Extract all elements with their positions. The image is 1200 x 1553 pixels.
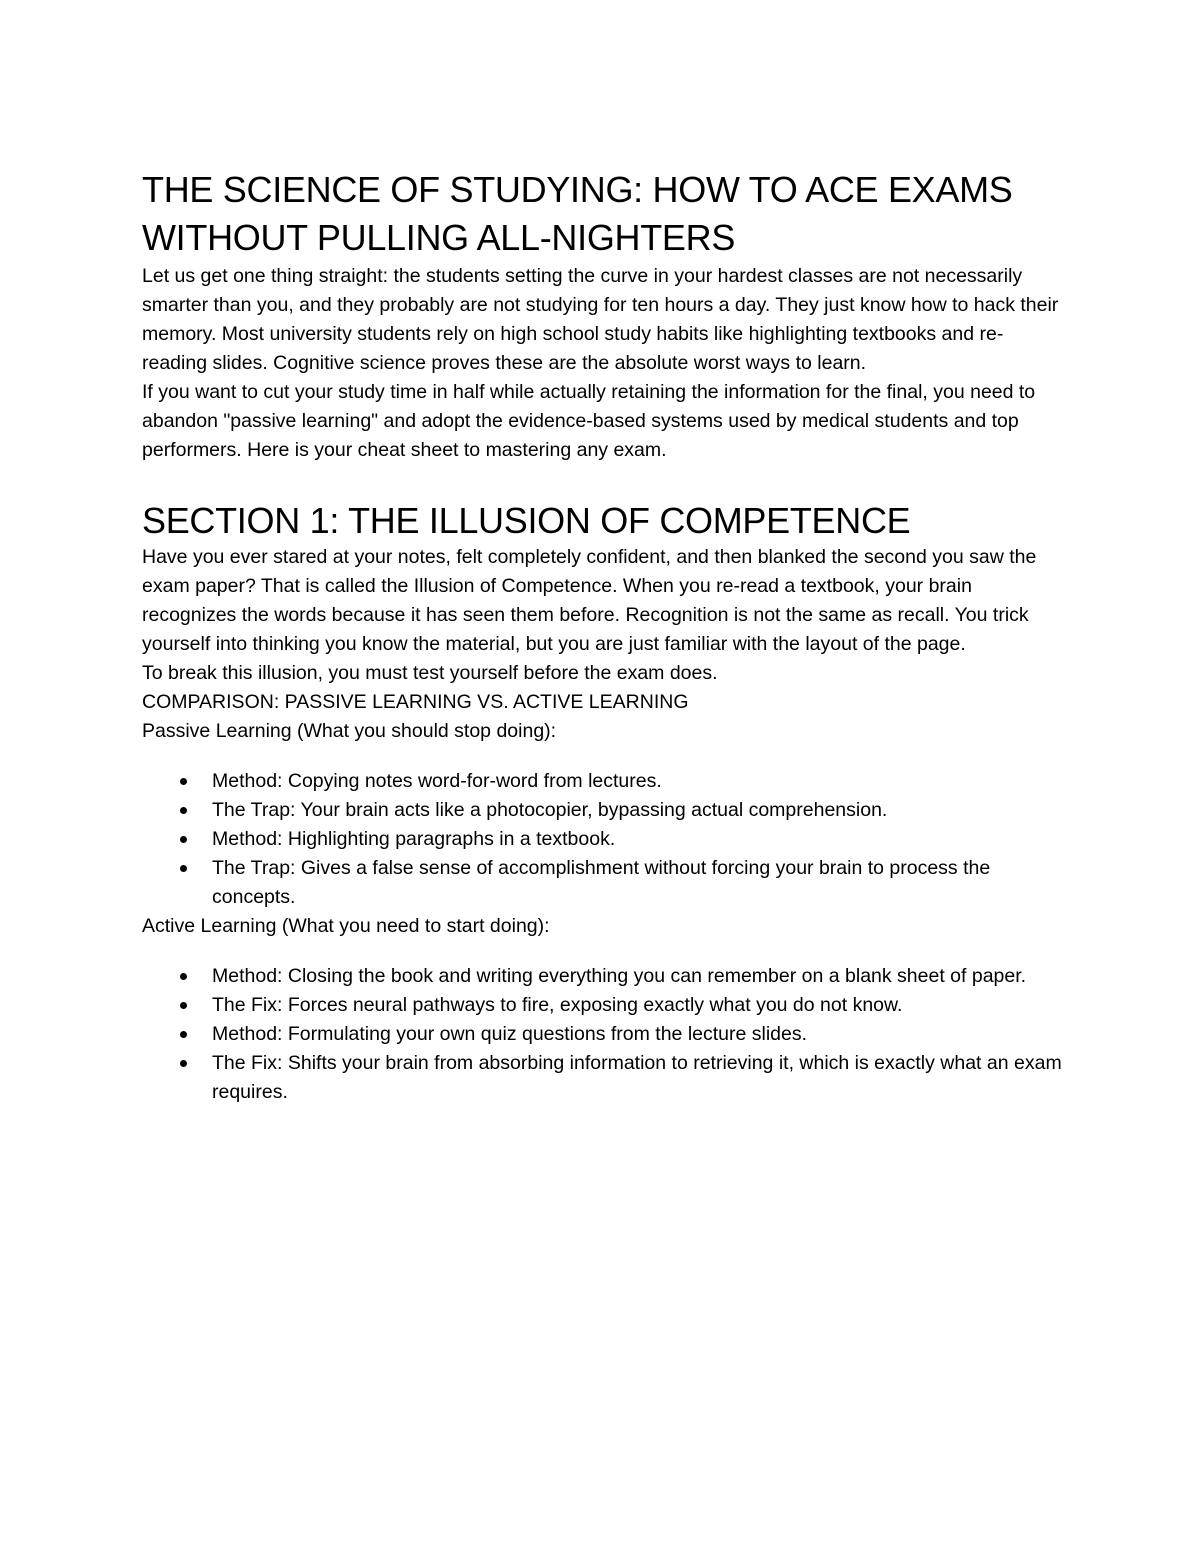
bullet-icon (180, 807, 187, 814)
bullet-icon (180, 973, 187, 980)
list-item (142, 854, 1062, 912)
list-item-text: Method: Formulating your own quiz questions from the lecture slides. (212, 1023, 808, 1045)
list-item-text: The Fix: Forces neural pathways to fire, exposing exactly what you do not know. (212, 994, 903, 1016)
bullet-icon (180, 1031, 187, 1038)
document-title: THE SCIENCE OF STUDYING: HOW TO ACE EXAMS WITHOUT PULLING ALL-NIGHTERS (142, 169, 1013, 258)
list-item (142, 991, 1062, 1020)
bullet-icon (180, 865, 187, 872)
list-item (142, 962, 1062, 991)
intro-paragraph-2: If you want to cut your study time in half while actually retaining the information for the final, you need to abandon "passive learning" and adopt the evidence-based systems used by medical students and top performers. Here is your cheat sheet to mastering any exam. (142, 381, 1036, 461)
bullet-icon (180, 1002, 187, 1009)
passive-learning-label: Passive Learning (What you should stop doing): (142, 720, 557, 742)
active-learning-label: Active Learning (What you need to start doing): (142, 915, 550, 937)
list-item (142, 825, 1062, 854)
intro-paragraph-1: Let us get one thing straight: the students setting the curve in your hardest classes are not necessarily smarter than you, and they probably are not studying for ten hours a day. They just know how to hack their memory. Most university students rely on high school study habits like highlighting textbooks and re-reading slides. Cognitive science proves these are the absolute worst ways to learn. (142, 265, 1059, 374)
list-item (142, 1020, 1062, 1049)
bullet-icon (180, 836, 187, 843)
active-learning-list (142, 962, 1062, 1107)
document-page (142, 166, 1062, 1107)
list-item (142, 796, 1062, 825)
bullet-icon (180, 1060, 187, 1067)
list-item-text: The Trap: Your brain acts like a photocopier, bypassing actual comprehension. (212, 799, 888, 821)
section-1-heading: SECTION 1: THE ILLUSION OF COMPETENCE (142, 500, 911, 541)
bullet-icon (180, 778, 187, 785)
list-item-text: Method: Copying notes word-for-word from lectures. (212, 770, 662, 792)
list-item-text: Method: Closing the book and writing everything you can remember on a blank sheet of paper. (212, 965, 1027, 987)
list-item-text: The Trap: Gives a false sense of accomplishment without forcing your brain to process the concepts. (212, 857, 991, 908)
section-1-paragraph-1: Have you ever stared at your notes, felt completely confident, and then blanked the second you saw the exam paper? That is called the Illusion of Competence. When you re-read a textbook, your brain recognizes the words because it has seen them before. Recognition is not the same as recall. You trick yourself into thinking you know the material, but you are just familiar with the layout of the page. (142, 546, 1037, 655)
list-item (142, 1049, 1062, 1107)
section-1-paragraph-2: To break this illusion, you must test yourself before the exam does. (142, 662, 718, 684)
passive-learning-list (142, 767, 1062, 912)
list-item-text: Method: Highlighting paragraphs in a textbook. (212, 828, 616, 850)
list-item (142, 767, 1062, 796)
list-item-text: The Fix: Shifts your brain from absorbing information to retrieving it, which is exactly what an exam requires. (212, 1052, 1062, 1103)
comparison-title: COMPARISON: PASSIVE LEARNING VS. ACTIVE LEARNING (142, 691, 689, 713)
